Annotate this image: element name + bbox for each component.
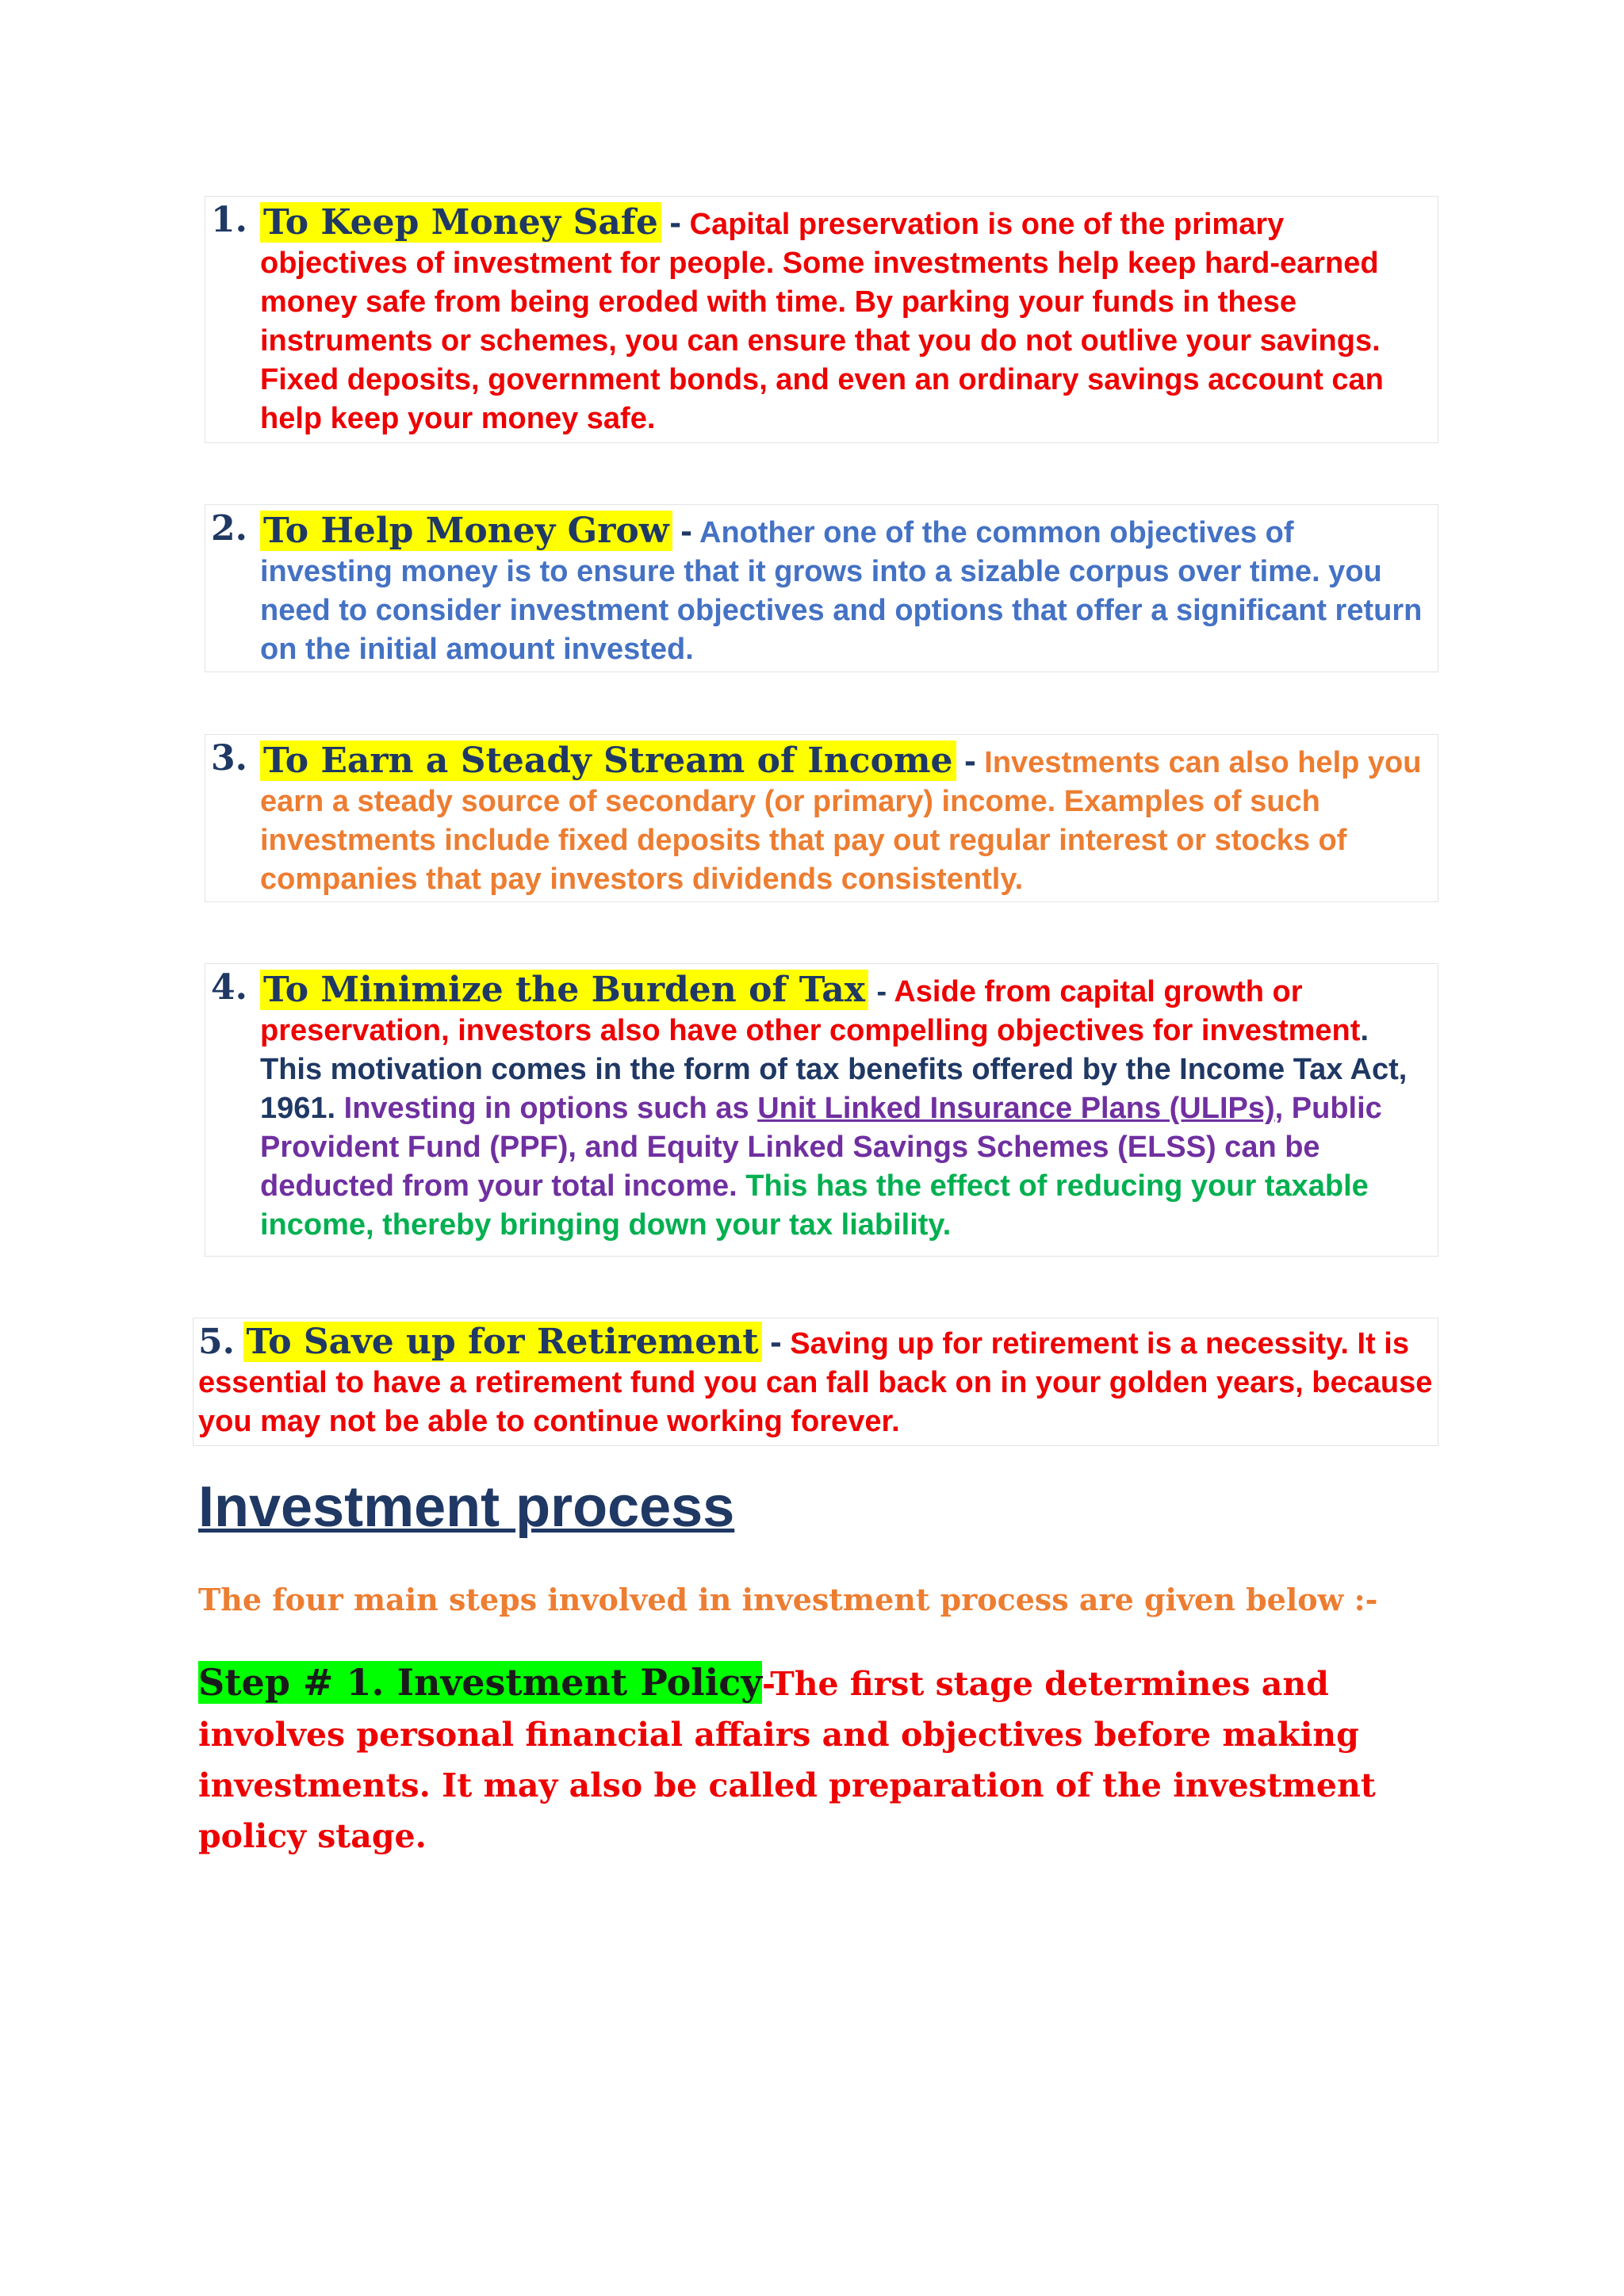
objective-4 (260, 970, 1434, 1245)
item-dash-4: - (876, 975, 887, 1008)
objective-3 (260, 741, 1434, 899)
item-text-4-green: This has the effect of reducing your taxable income, thereby bringing down your tax liability (260, 1169, 1369, 1242)
item-text-5: Saving up for retirement is a necessity. It is essential to have a retirement fund you can fall back on in your golden years, because you may not be able to continue working forever. (198, 1327, 1433, 1438)
section-intro: The four main steps involved in investment process are given below :- (198, 1582, 1378, 1617)
item-number-1: 1. (211, 200, 247, 240)
item-number-5: 5. (198, 1322, 235, 1362)
item-number-3: 3. (211, 738, 247, 779)
item-text-4-navy: . This motivation comes in the form of tax benefits offered by the Income Tax Act, 1961. (260, 1014, 1408, 1125)
item-title-5: To Save up for Retirement (243, 1322, 762, 1362)
item-title-3: To Earn a Steady Stream of Income (260, 740, 956, 781)
item-text-2: Another one of the common objectives of investing money is to ensure that it grows into a sizable corpus over time. you need to consider investment objectives and options that offer a significant return on the initial amount invested. (260, 516, 1423, 666)
item-text-4-red: Aside from capital growth or preservation, investors also have other compelling objectives for investment (260, 975, 1361, 1047)
step-1-text: The first stage determines and involves personal financial affairs and objectives before making investments. It may also be called preparation of the investment policy stage. (198, 1665, 1376, 1855)
item-dash-3: - (964, 741, 976, 780)
item-text-4-end: . (942, 1208, 952, 1242)
section-heading: Investment process (198, 1475, 735, 1539)
item-dash-5: - (770, 1322, 782, 1361)
objective-1 (260, 203, 1434, 438)
item-text-1: Capital preservation is one of the primary objectives of investment for people. Some investments help keep hard-earned money safe from being eroded with time. By parking your funds in these instruments or schemes, you can ensure that you do not outlive your savings. Fixed deposits, government bonds, and even an ordinary savings account can help keep your money safe. (260, 208, 1384, 435)
item-dash-1: - (669, 203, 682, 242)
item-text-4-purple-a: Investing in options such as (343, 1092, 749, 1125)
item-title-4: To Minimize the Burden of Tax (260, 970, 868, 1010)
item-title-1: To Keep Money Safe (260, 202, 661, 243)
step-1-dash: - (761, 1665, 771, 1703)
item-text-4-purple-b: , Public Provident Fund (PPF), and Equity Linked Savings Schemes (ELSS) can be deducted from your total income. (260, 1092, 1382, 1203)
ulip-link[interactable]: Unit Linked Insurance Plans (ULIPs) (757, 1092, 1275, 1125)
objective-5 (198, 1322, 1435, 1441)
objective-2 (260, 511, 1434, 669)
item-dash-2: - (680, 511, 692, 550)
step-1-title: Step # 1. Investment Policy (198, 1661, 762, 1704)
item-text-3: Investments can also help you earn a steady source of secondary (or primary) income. Examples of such investments include fixed deposits that pay out regular interest or stocks of companies that pay investors dividends consistently. (260, 746, 1422, 896)
item-title-2: To Help Money Grow (260, 511, 672, 551)
item-number-2: 2. (211, 508, 247, 549)
step-1-paragraph (198, 1657, 1435, 1862)
item-number-4: 4. (211, 967, 247, 1008)
